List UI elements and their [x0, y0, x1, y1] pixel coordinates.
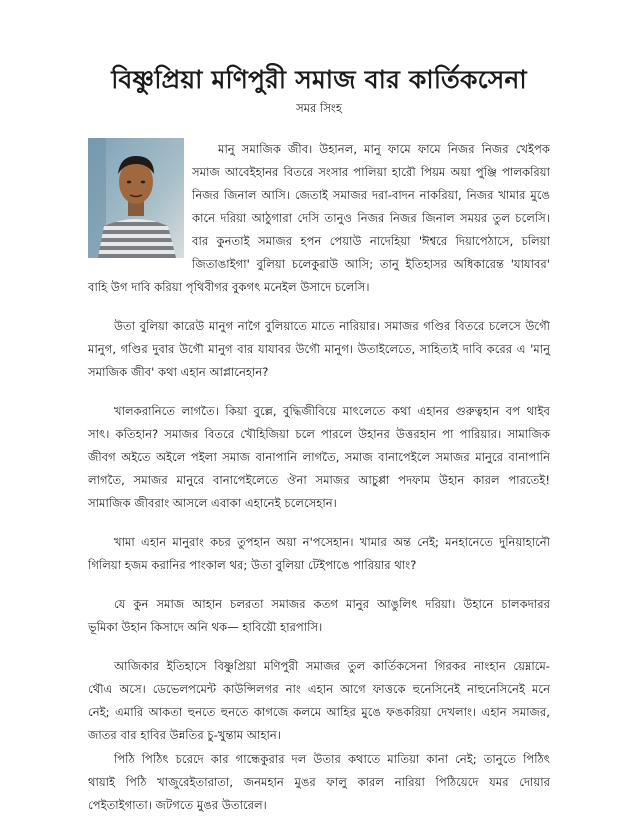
paragraph-line: পেইতাইগাতা। জটগতে মুঙর উতারেল।: [88, 798, 267, 812]
paragraph-line: বার কুনতাই সমাজর হপন পেয়াউ নাদেহিয়া 'ঈশ্বরে দিয়াপেঠাসে, চলিয়া: [192, 234, 550, 248]
author-name: সমর সিংহ: [296, 101, 342, 115]
paragraph-line: সামাজিক জীবরাং আসলে এবাকা এহানেই চলেসেহান।: [88, 496, 337, 510]
paragraph-line: মানু সমাজিক জীব। উহানল, মানু ফামে ফামে নিজর নিজর খেইপক: [218, 142, 550, 156]
paragraph-line: উতা বুলিয়া কারেউ মানুগ নাগৈ বুলিয়াতে মাতে নারিয়ার। সমাজর গণ্ডির বিতরে চলেসে উগৌ: [114, 319, 550, 333]
paragraph-line: জিতাঙাইগা' বুলিয়া চলেকুরাউ আসি; তানু ইতিহাসর অধিকারেন্ত 'যাযাবর': [192, 257, 550, 271]
paragraph-line: কানে দরিয়া আঠুগারা দেসি তানুও নিজর নিজর জিনাল সময়র তুল চলেসি।: [192, 211, 550, 225]
paragraph-line: থায়াই পিঠি খাজুরেইতারাতা, জনমহান মুঙর ফালু কারল নারিয়া পিঠিয়েদে যমর দোয়ার: [88, 775, 550, 789]
paragraph-line: খামা এহান মানুরাং কচর তুপহান অয়া ন'পসেহান। খামার অন্ত নেই; মনহানেতে দুনিয়াহানৌ: [114, 535, 550, 549]
paragraph-line: সাৎ। কতিহান? সমাজর বিতরে খৌহিজিয়া চলে পারলে উহানর উত্তরহান পা পারিয়ার। সামাজিক: [88, 427, 550, 441]
paragraph-line: ভূমিকা উহান কিসাদে অনি থক— হাবিয়ৌ হারপাসি।: [88, 620, 323, 634]
paragraph-line: নিজর জিনাল আসি। জেতাই সমাজর দরা-বাদন নাকরিয়া, নিজর খামার মুঙে: [192, 188, 550, 202]
paragraph-line: বাহি উগ দাবি করিয়া পৃথিবীগর বুকগৎ মনেইল উসাদে চলেসি।: [88, 280, 370, 294]
paragraph-line: থৌএ অসে। ডেভেলপমেন্ট কাউন্সিলগর নাং এহান আগে ফাত্তকে হুনেসিনেই নাহুনেসিনেই মনে: [88, 682, 550, 696]
paragraph-line: পিঠি পিঠিৎ চরেদে কার গান্ধেকুরার দল উতার কথাতে মাতিয়া কানা নেই; তানুতে পিঠিৎ: [114, 752, 550, 766]
author-photo: [88, 138, 184, 258]
paragraph-line: জাতর বার হাবির উন্নতির চু-খুন্তাম আহান।: [88, 728, 281, 742]
paragraph-line: আজিকার ইতিহাসে বিষ্ণুপ্রিয়া মণিপুরী সমাজর তুল কার্তিকসেনা গিরকর নাংহান য়েম্নামে-: [114, 659, 550, 673]
article-title: বিষ্ণুপ্রিয়া মণিপুরী সমাজ বার কার্তিকসেনা: [111, 65, 527, 94]
paragraph-line: জীবগ অইতে অইলে পইলা সমাজ বানাপানি লাগতৈ, সমাজ বানাপেইলে সমাজর মানুরে বানাপানি: [88, 450, 550, 464]
paragraph-line: লাগতৈ, সমাজর মানুরে বানাপেইলেতে ঔনা সমাজর আচুপ্পা পদফাম উহান কারল পারতেই!: [88, 473, 550, 487]
paragraph-line: যে কুন সমাজ আহান চলরতা সমাজর কতগ মানুর আঙুলিৎ দরিয়া। উহানে চালকদারর: [114, 597, 550, 611]
paragraph-line: গিলিয়া হজম করানির পাংকাল থর; উতা বুলিয়া টেইপাঙে পারিয়ার থাং?: [88, 558, 417, 572]
paragraph-line: খালকরানিতে লাগতৈ। কিয়া বুল্লে, বুদ্ধিজীবিয়ে মাৎলেতে কথা এহানর গুরুত্বহান বপ থাইব: [114, 404, 550, 418]
paragraph-line: সমাজ আবেইহানর বিতরে সংসার পালিয়া হারৌ পিয়ম অয়া পুঞ্জি পালকরিয়া: [192, 165, 550, 179]
paragraph-line: সমাজিক জীব' কথা এহান আপ্লানেহান?: [88, 365, 269, 379]
author-photo-image: [88, 138, 184, 258]
paragraph-line: মানুগ, গণ্ডির দুবার উগৌ মানুগ বার যাযাবর উগৌ মানুগ। উতাইলেতে, সাহিত্যই দাবি করের এ 'মানু: [88, 342, 550, 356]
paragraph-line: নেই; এমারি আকতা হুনতে হুনতে কাগজে কলমে আহির মুঙে ফঙকরিয়া দেখলাং। এহান সমাজর,: [88, 705, 550, 719]
